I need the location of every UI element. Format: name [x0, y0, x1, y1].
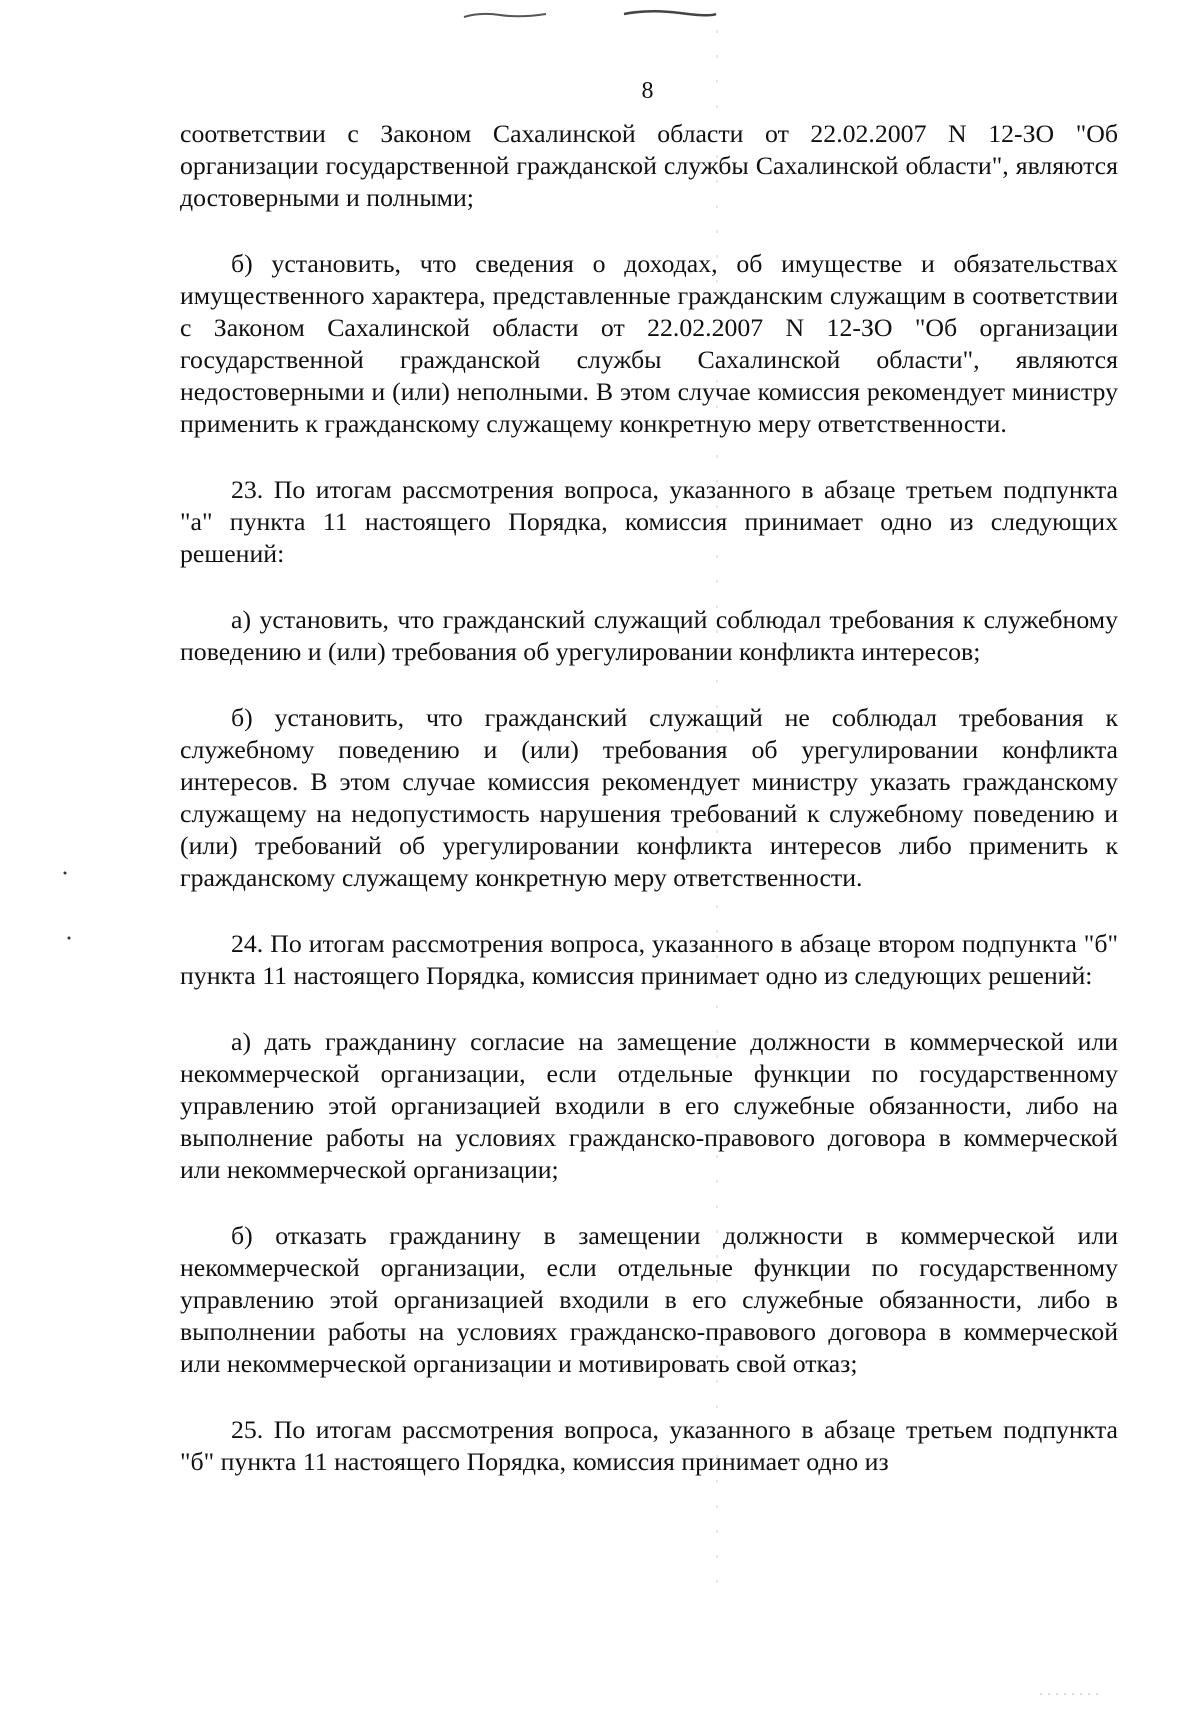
- scan-speck: [66, 935, 72, 941]
- document-body: [180, 118, 1118, 1478]
- scan-speck: [1040, 1690, 1100, 1698]
- scan-smudge-top-right: [620, 6, 720, 20]
- paragraph-22b: б) установить, что сведения о доходах, об имуществе и обязательствах имущественного характера, представленные гражданским служащим в соответствии с Законом Сахалинской области от 22.02.2007 N 12-ЗО "Об организации государственной гражданской службы Сахалинской области", являются недостоверными и (или) неполными. В этом случае комиссия рекомендует министру применить к гражданскому служащему конкретную меру ответственности.: [180, 249, 1118, 438]
- paragraph-23a: а) установить, что гражданский служащий соблюдал требования к служебному поведению и (или) требования об урегулировании конфликта интересов;: [180, 605, 1118, 666]
- paragraph-25: 25. По итогам рассмотрения вопроса, указанного в абзаце третьем подпункта "б" пункта 11 настоящего Порядка, комиссия принимает одно из: [180, 1415, 1118, 1476]
- paragraph-24a: а) дать гражданину согласие на замещение должности в коммерческой или некоммерческой организации, если отдельные функции по государственному управлению этой организацией входили в его служебные обязанности, либо на выполнение работы на условиях гражданско-правового договора в коммерческой или некоммерческой организации;: [180, 1027, 1118, 1184]
- page-number: 8: [641, 78, 654, 104]
- paragraph-23b: б) установить, что гражданский служащий не соблюдал требования к служебному поведению и (или) требования об урегулировании конфликта интересов. В этом случае комиссия рекомендует министру указать гражданскому служащему на недопустимость нарушения требований к служебному поведению и (или) требований об урегулировании конфликта интересов либо применить к гражданскому служащему конкретную меру ответственности.: [180, 703, 1118, 892]
- scan-smudge-top-left: [460, 8, 550, 22]
- paragraph-continuation: соответствии с Законом Сахалинской области от 22.02.2007 N 12-ЗО "Об организации государственной гражданской службы Сахалинской области", являются достоверными и полными;: [180, 119, 1118, 212]
- paragraph-23: 23. По итогам рассмотрения вопроса, указанного в абзаце третьем подпункта "а" пункта 11 настоящего Порядка, комиссия принимает одно из следующих решений:: [180, 475, 1118, 568]
- paragraph-24: 24. По итогам рассмотрения вопроса, указанного в абзаце втором подпункта "б" пункта 11 настоящего Порядка, комиссия принимает одно из следующих решений:: [180, 929, 1118, 990]
- scan-speck: [62, 870, 68, 876]
- paragraph-24b: б) отказать гражданину в замещении должности в коммерческой или некоммерческой организации, если отдельные функции по государственному управлению этой организацией входили в его служебные обязанности, либо в выполнении работы на условиях гражданско-правового договора в коммерческой или некоммерческой организации и мотивировать свой отказ;: [180, 1221, 1118, 1378]
